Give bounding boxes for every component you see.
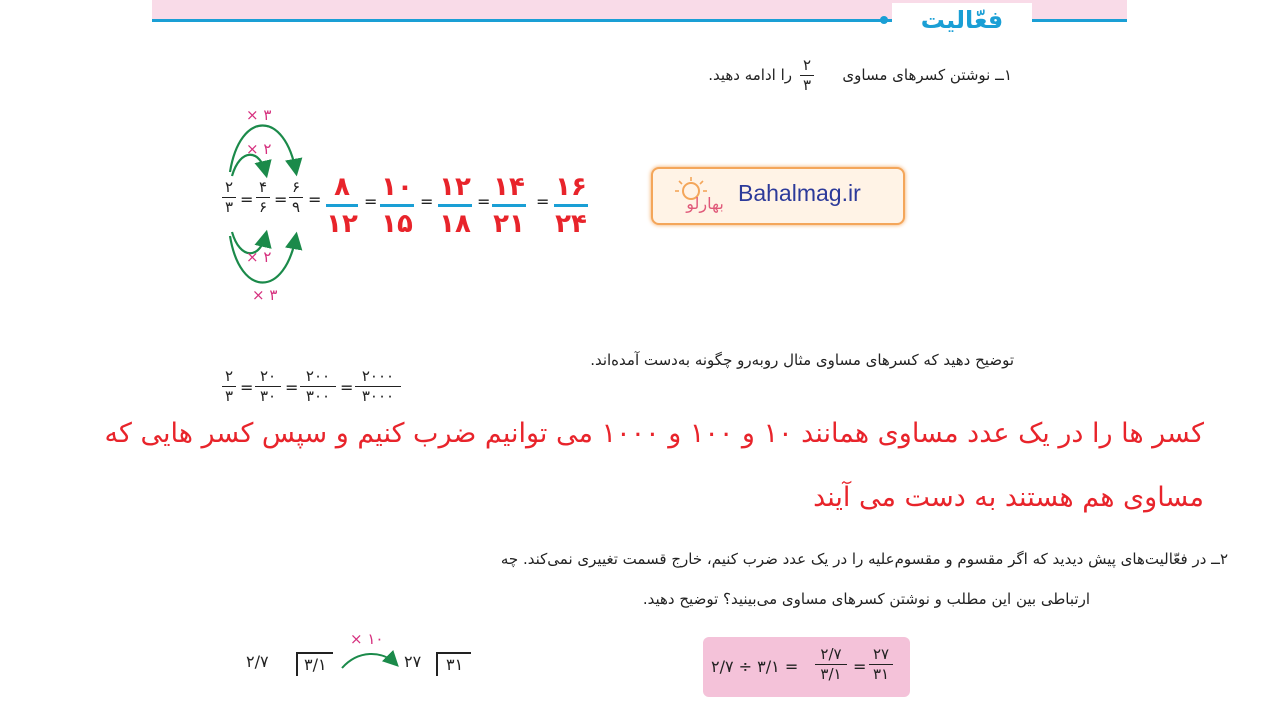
answer-4-den: ۲۱ xyxy=(493,209,525,239)
arrow-times-ten xyxy=(338,648,404,672)
equals-sign: = xyxy=(240,378,254,397)
op-top-inner: × ۲ xyxy=(246,140,272,158)
answer-fraction-3 xyxy=(438,174,472,237)
op-bottom-outer: × ۳ xyxy=(252,286,278,304)
equals-sign: = xyxy=(477,192,491,211)
formula-frac2-num: ۲۷ xyxy=(872,645,890,663)
answer-5-num: ۱۶ xyxy=(555,172,587,202)
explain-4-num: ۲۰۰۰ xyxy=(361,367,395,385)
formula-eq: = xyxy=(853,657,867,676)
answer-1-num: ۸ xyxy=(334,172,350,202)
q1-frac-num: ۲ xyxy=(802,56,812,74)
op-bottom-inner: × ۲ xyxy=(246,248,272,266)
given-fraction-3 xyxy=(289,180,303,215)
given-3-num: ۶ xyxy=(291,178,301,196)
watermark xyxy=(651,167,905,225)
answer-2-den: ۱۵ xyxy=(381,209,413,239)
answer-2-num: ۱۰ xyxy=(381,172,413,202)
answer-5-den: ۲۴ xyxy=(555,209,587,239)
q1-frac-den: ۳ xyxy=(802,76,812,94)
answer-fraction-4 xyxy=(492,174,526,237)
explain-1-den: ۳ xyxy=(224,387,234,405)
explain-3-num: ۲۰۰ xyxy=(305,367,331,385)
formula-expr: ۲/۷ ÷ ۳/۱ = xyxy=(711,657,799,676)
given-fraction-2 xyxy=(256,180,270,215)
formula-frac1-den: ۳/۱ xyxy=(820,665,842,683)
answer-4-num: ۱۴ xyxy=(493,172,525,202)
equals-sign: = xyxy=(240,190,254,209)
op-times-ten: × ۱۰ xyxy=(350,630,384,648)
q2-line-2: ارتباطی بین این مطلب و نوشتن کسرهای مساوی می‌بینید؟ توضیح دهید. xyxy=(642,590,1090,608)
formula-box xyxy=(703,637,910,697)
q1-fraction xyxy=(800,58,814,93)
formula-fraction-1 xyxy=(815,647,847,682)
right-divisor: ۳۱ xyxy=(436,652,471,676)
given-1-num: ۲ xyxy=(224,178,234,196)
explain-fraction-3 xyxy=(300,369,336,404)
formula-frac1-num: ۲/۷ xyxy=(820,645,842,663)
equals-sign: = xyxy=(285,378,299,397)
equals-sign: = xyxy=(340,378,354,397)
sun-logo-icon xyxy=(665,175,735,215)
equals-sign: = xyxy=(420,192,434,211)
explain-fraction-4 xyxy=(355,369,401,404)
answer-line-1: کسر ها را در یک عدد مساوی همانند ۱۰ و ۱۰۰ و ۱۰۰۰ می توانیم ضرب کنیم و سپس کسر هایی که xyxy=(104,418,1204,449)
answer-fraction-2 xyxy=(380,174,414,237)
right-dividend: ۲۷ xyxy=(404,652,422,671)
watermark-text: Bahalmag.ir xyxy=(738,180,861,206)
q2-line-1: ۲ــ در فعّالیت‌های پیش دیدید که اگر مقسوم و مقسوم‌علیه را در یک عدد ضرب کنیم، خارج قسمت تغییری نمی‌کند. چه xyxy=(500,550,1228,568)
explain-text: توضیح دهید که کسرهای مساوی مثال روبه‌رو چگونه به‌دست آمده‌اند. xyxy=(590,351,1014,369)
q1-text-after: را ادامه دهید. xyxy=(708,66,792,84)
answer-3-num: ۱۲ xyxy=(439,172,471,202)
explain-fraction-1 xyxy=(222,369,236,404)
equals-sign: = xyxy=(308,190,322,209)
left-dividend: ۲/۷ xyxy=(246,652,269,671)
logo-text: بهارلو xyxy=(686,194,724,213)
q1-label: ۱ــ xyxy=(995,66,1012,84)
answer-fraction-5 xyxy=(554,174,588,237)
given-1-den: ۳ xyxy=(224,198,234,216)
explain-fraction-2 xyxy=(255,369,281,404)
equals-sign: = xyxy=(274,190,288,209)
answer-3-den: ۱۸ xyxy=(439,209,471,239)
left-divisor: ۳/۱ xyxy=(296,652,333,676)
explain-2-den: ۳۰ xyxy=(259,387,277,405)
given-2-num: ۴ xyxy=(258,178,268,196)
header-dot-left xyxy=(880,16,888,24)
answer-1-den: ۱۲ xyxy=(326,209,358,239)
equals-sign: = xyxy=(536,192,550,211)
op-top-outer: × ۳ xyxy=(246,106,272,124)
q1-text-before: نوشتن کسرهای مساوی xyxy=(842,66,991,84)
explain-1-num: ۲ xyxy=(224,367,234,385)
explain-3-den: ۳۰۰ xyxy=(305,387,331,405)
given-fraction-1 xyxy=(222,180,236,215)
explain-4-den: ۳۰۰۰ xyxy=(361,387,395,405)
equals-sign: = xyxy=(364,192,378,211)
given-2-den: ۶ xyxy=(258,198,268,216)
answer-line-2: مساوی هم هستند به دست می آیند xyxy=(813,482,1204,513)
given-3-den: ۹ xyxy=(291,198,301,216)
answer-fraction-1 xyxy=(326,174,358,237)
q1-text-left xyxy=(842,66,1012,84)
explain-2-num: ۲۰ xyxy=(259,367,277,385)
formula-frac2-den: ۳۱ xyxy=(872,665,890,683)
formula-fraction-2 xyxy=(869,647,893,682)
section-title: فعّالیت xyxy=(892,3,1032,37)
